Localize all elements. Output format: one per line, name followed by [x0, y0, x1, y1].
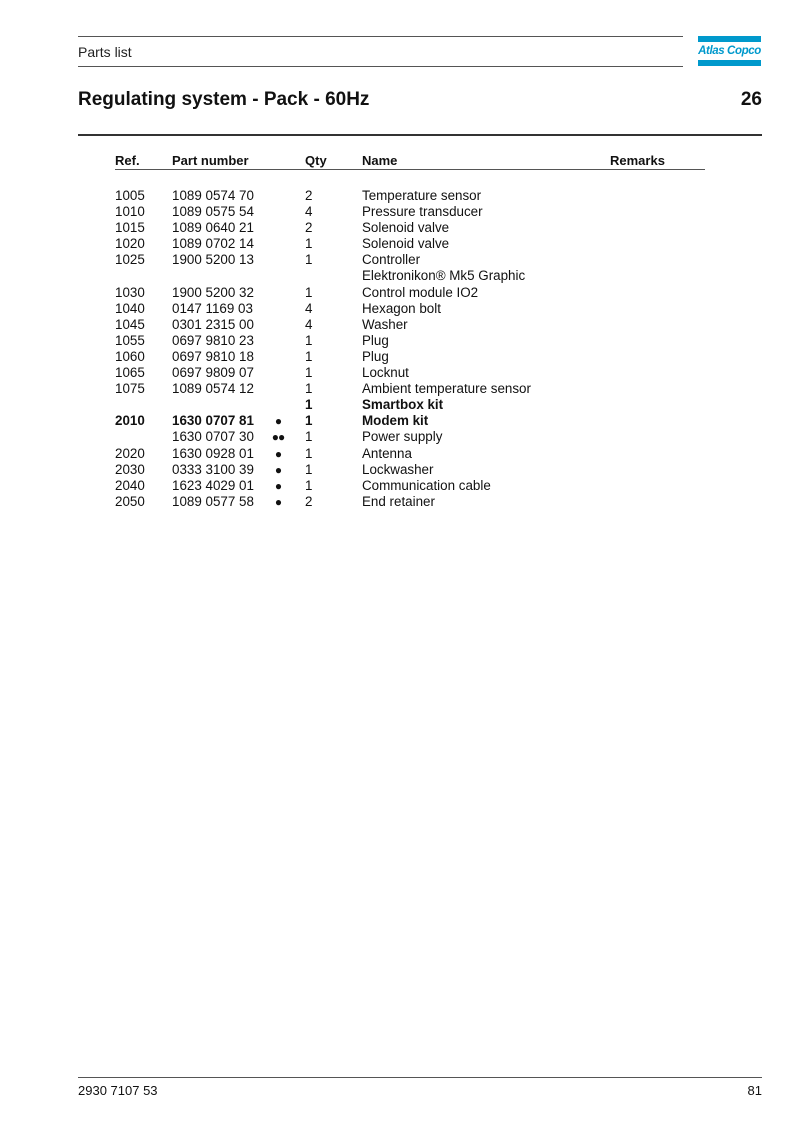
cell-qty: 1 — [305, 445, 313, 461]
cell-qty: 1 — [305, 429, 313, 445]
cell-kit-marker: ● — [274, 462, 282, 477]
cell-part-number: 1630 0707 30 — [172, 429, 254, 445]
cell-ref: 1040 — [115, 300, 145, 316]
cell-kit-marker: ● — [274, 478, 282, 493]
column-header-part-number: Part number — [172, 153, 249, 168]
footer-page-number: 81 — [747, 1083, 762, 1098]
logo-bottom-bar — [698, 60, 761, 66]
cell-name: Antenna — [362, 445, 412, 461]
cell-part-number: 0697 9810 23 — [172, 332, 254, 348]
cell-name: Solenoid valve — [362, 236, 450, 252]
cell-part-number: 1089 0640 21 — [172, 220, 254, 236]
header-top-rule — [78, 36, 683, 37]
table-row — [0, 381, 800, 397]
cell-part-number: 1089 0574 70 — [172, 188, 254, 203]
cell-part-number: 0333 3100 39 — [172, 461, 254, 477]
table-row — [0, 349, 800, 365]
cell-part-number: 1089 0574 12 — [172, 381, 254, 397]
parts-table-body — [0, 188, 800, 510]
table-row — [0, 429, 800, 445]
cell-name: Smartbox kit — [362, 397, 444, 413]
cell-part-number: 1623 4029 01 — [172, 477, 254, 493]
table-row — [0, 478, 800, 494]
cell-ref: 1030 — [115, 284, 145, 300]
cell-ref: 2050 — [115, 493, 145, 509]
table-row — [0, 188, 800, 204]
cell-name: Elektronikon® Mk5 Graphic — [362, 268, 526, 284]
table-row — [0, 204, 800, 220]
table-row — [0, 446, 800, 462]
cell-qty: 2 — [305, 188, 313, 203]
cell-ref: 1075 — [115, 381, 145, 397]
cell-part-number: 1900 5200 32 — [172, 284, 254, 300]
cell-ref: 2020 — [115, 445, 145, 461]
logo-top-bar — [698, 36, 761, 42]
cell-qty: 1 — [305, 381, 313, 397]
table-row — [0, 365, 800, 381]
cell-ref: 2030 — [115, 461, 145, 477]
cell-ref: 1065 — [115, 365, 145, 381]
cell-name: Lockwasher — [362, 461, 434, 477]
table-row — [0, 301, 800, 317]
logo-wordmark: Atlas Copco — [698, 45, 761, 57]
title-rule — [78, 134, 762, 136]
table-row — [0, 333, 800, 349]
cell-qty: 1 — [305, 348, 313, 364]
cell-name: Communication cable — [362, 477, 491, 493]
cell-name: Controller — [362, 252, 421, 268]
cell-qty: 2 — [305, 493, 313, 509]
cell-ref: 1025 — [115, 252, 145, 268]
cell-ref: 2010 — [115, 413, 145, 429]
table-row — [0, 413, 800, 429]
table-header-rule — [115, 169, 705, 170]
cell-qty: 4 — [305, 316, 313, 332]
cell-part-number: 1089 0577 58 — [172, 493, 254, 509]
cell-part-number: 0697 9809 07 — [172, 365, 254, 381]
column-header-ref: Ref. — [115, 153, 140, 168]
table-row — [0, 268, 800, 284]
cell-name: Plug — [362, 332, 389, 348]
cell-name: Hexagon bolt — [362, 300, 441, 316]
cell-qty: 1 — [305, 477, 313, 493]
cell-ref: 2040 — [115, 477, 145, 493]
cell-qty: 1 — [305, 397, 313, 413]
table-row — [0, 252, 800, 268]
cell-name: Locknut — [362, 365, 409, 381]
atlas-copco-logo — [698, 36, 761, 66]
column-header-name: Name — [362, 153, 398, 168]
cell-part-number: 0301 2315 00 — [172, 316, 254, 332]
cell-qty: 1 — [305, 413, 313, 429]
page-title: Regulating system - Pack - 60Hz — [78, 89, 370, 110]
cell-name: Pressure transducer — [362, 204, 483, 220]
cell-name: End retainer — [362, 493, 435, 509]
cell-part-number: 1089 0702 14 — [172, 236, 254, 252]
footer-rule — [78, 1077, 762, 1078]
cell-ref: 1020 — [115, 236, 145, 252]
cell-ref: 1015 — [115, 220, 145, 236]
cell-part-number: 1900 5200 13 — [172, 252, 254, 268]
cell-qty: 1 — [305, 252, 313, 268]
cell-qty: 1 — [305, 332, 313, 348]
cell-kit-marker: ●● — [271, 430, 285, 445]
section-number: 26 — [740, 89, 762, 110]
cell-ref: 1010 — [115, 204, 145, 220]
column-header-remarks: Remarks — [610, 153, 665, 168]
cell-name: Plug — [362, 348, 389, 364]
cell-qty: 1 — [305, 236, 313, 252]
cell-ref: 1045 — [115, 316, 145, 332]
table-row — [0, 494, 800, 510]
header-bottom-rule — [78, 66, 683, 67]
cell-part-number: 1630 0707 81 — [172, 413, 254, 429]
cell-part-number: 0697 9810 18 — [172, 348, 254, 364]
cell-qty: 2 — [305, 220, 313, 236]
cell-name: Power supply — [362, 429, 443, 445]
cell-ref: 1055 — [115, 332, 145, 348]
table-row — [0, 462, 800, 478]
cell-kit-marker: ● — [274, 494, 282, 509]
cell-part-number: 1630 0928 01 — [172, 445, 254, 461]
cell-name: Control module IO2 — [362, 284, 479, 300]
cell-qty: 1 — [305, 461, 313, 477]
cell-qty: 1 — [305, 284, 313, 300]
cell-name: Temperature sensor — [362, 188, 482, 203]
cell-part-number: 0147 1169 03 — [172, 300, 253, 316]
header-section-label: Parts list — [78, 44, 132, 60]
table-row — [0, 236, 800, 252]
cell-qty: 4 — [305, 300, 313, 316]
cell-kit-marker: ● — [274, 446, 282, 461]
cell-qty: 1 — [305, 365, 313, 381]
cell-name: Washer — [362, 316, 408, 332]
table-row — [0, 397, 800, 413]
table-row — [0, 317, 800, 333]
cell-ref: 1060 — [115, 348, 145, 364]
table-row — [0, 285, 800, 301]
cell-kit-marker: ● — [274, 414, 282, 429]
cell-name: Modem kit — [362, 413, 429, 429]
cell-part-number: 1089 0575 54 — [172, 204, 254, 220]
column-header-qty: Qty — [305, 153, 327, 168]
cell-qty: 4 — [305, 204, 313, 220]
cell-name: Solenoid valve — [362, 220, 450, 236]
footer-document-number: 2930 7107 53 — [78, 1083, 158, 1098]
cell-ref: 1005 — [115, 188, 145, 203]
cell-name: Ambient temperature sensor — [362, 381, 531, 397]
table-row — [0, 220, 800, 236]
